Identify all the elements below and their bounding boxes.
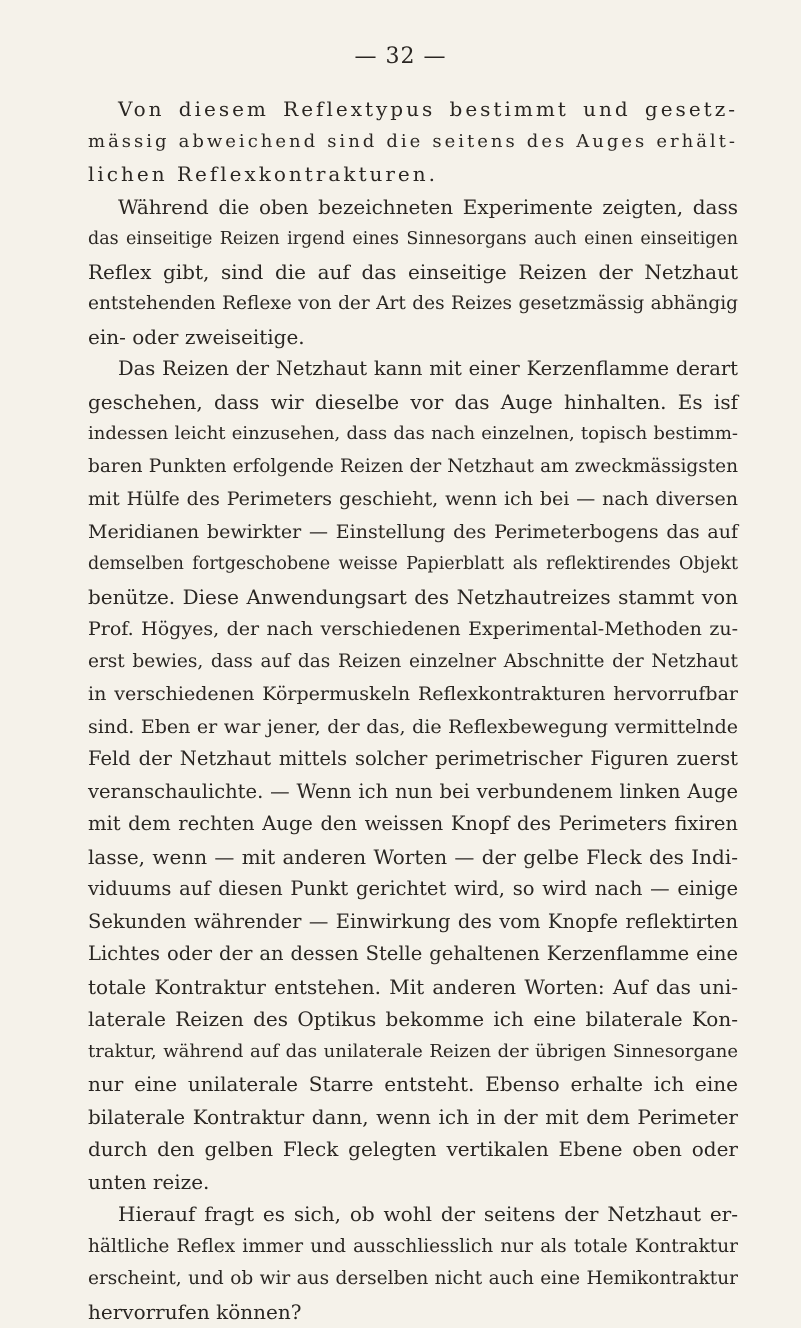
- text-line: hältliche Reflex immer und ausschliesslich nur als totale Kontraktur: [88, 1231, 738, 1264]
- text-line: Meridianen bewirkter — Einstellung des Perimeterbogens das auf: [88, 516, 738, 549]
- text-line: mässig abweichend sind die seitens des Auges erhält-: [88, 126, 738, 159]
- paragraph-3: [88, 353, 738, 1198]
- text-line: mit Hülfe des Perimeters geschieht, wenn ich bei — nach diversen: [88, 483, 738, 516]
- text-line: sind. Eben er war jener, der das, die Reflexbewegung vermittelnde: [88, 711, 738, 744]
- text-line: benütze. Diese Anwendungsart des Netzhautreizes stammt von: [88, 581, 738, 614]
- text-line: nur eine unilaterale Starre entsteht. Ebenso erhalte ich eine: [88, 1068, 738, 1101]
- text-line: Feld der Netzhaut mittels solcher perimetrischer Figuren zuerst: [88, 743, 738, 776]
- text-line: lasse, wenn — mit anderen Worten — der gelbe Fleck des Indi-: [88, 841, 738, 874]
- text-line: veranschaulichte. — Wenn ich nun bei verbundenem linken Auge: [88, 776, 738, 809]
- text-line: Von diesem Reflextypus bestimmt und gesetz-: [88, 93, 738, 126]
- text-line: Lichtes oder der an dessen Stelle gehaltenen Kerzenflamme eine: [88, 938, 738, 971]
- text-line: demselben fortgeschobene weisse Papierblatt als reflektirendes Objekt: [88, 548, 738, 581]
- paragraph-2: [88, 191, 738, 354]
- text-line: baren Punkten erfolgende Reizen der Netzhaut am zweckmässigsten: [88, 451, 738, 484]
- text-line: bilaterale Kontraktur dann, wenn ich in der mit dem Perimeter: [88, 1101, 738, 1134]
- text-line: in verschiedenen Körpermuskeln Reflexkontrakturen hervorrufbar: [88, 678, 738, 711]
- paragraph-4: [88, 1198, 738, 1328]
- text-line: Hierauf fragt es sich, ob wohl der seitens der Netzhaut er-: [88, 1198, 738, 1231]
- body-text: [88, 93, 738, 1328]
- text-line: totale Kontraktur entstehen. Mit anderen Worten: Auf das uni-: [88, 971, 738, 1004]
- text-line: erst bewies, dass auf das Reizen einzelner Abschnitte der Netzhaut: [88, 646, 738, 679]
- text-line: Reflex gibt, sind die auf das einseitige Reizen der Netzhaut: [88, 256, 738, 289]
- text-line: geschehen, dass wir dieselbe vor das Auge hinhalten. Es isf: [88, 386, 738, 419]
- text-line: das einseitige Reizen irgend eines Sinnesorgans auch einen einseitigen: [88, 223, 738, 256]
- text-line: laterale Reizen des Optikus bekomme ich eine bilaterale Kon-: [88, 1003, 738, 1036]
- text-line: erscheint, und ob wir aus derselben nicht auch eine Hemikontraktur: [88, 1263, 738, 1296]
- text-line: viduums auf diesen Punkt gerichtet wird, so wird nach — einige: [88, 873, 738, 906]
- text-line: traktur, während auf das unilaterale Reizen der übrigen Sinnesorgane: [88, 1036, 738, 1069]
- text-line: unten reize.: [88, 1166, 738, 1199]
- text-line: Während die oben bezeichneten Experimente zeigten, dass: [88, 191, 738, 224]
- paragraph-1: [88, 93, 738, 191]
- text-line: entstehenden Reflexe von der Art des Reizes gesetzmässig abhängig: [88, 288, 738, 321]
- page-number: — 32 —: [0, 44, 801, 69]
- text-line: durch den gelben Fleck gelegten vertikalen Ebene oben oder: [88, 1133, 738, 1166]
- text-line: hervorrufen können?: [88, 1296, 738, 1328]
- text-line: lichen Reflexkontrakturen.: [88, 158, 738, 191]
- text-line: indessen leicht einzusehen, dass das nach einzelnen, topisch bestimm-: [88, 418, 738, 451]
- text-line: Prof. Högyes, der nach verschiedenen Experimental-Methoden zu-: [88, 613, 738, 646]
- text-line: Das Reizen der Netzhaut kann mit einer Kerzenflamme derart: [88, 353, 738, 386]
- text-line: Sekunden währender — Einwirkung des vom Knopfe reflektirten: [88, 906, 738, 939]
- text-line: mit dem rechten Auge den weissen Knopf des Perimeters fixiren: [88, 808, 738, 841]
- text-line: ein- oder zweiseitige.: [88, 321, 738, 354]
